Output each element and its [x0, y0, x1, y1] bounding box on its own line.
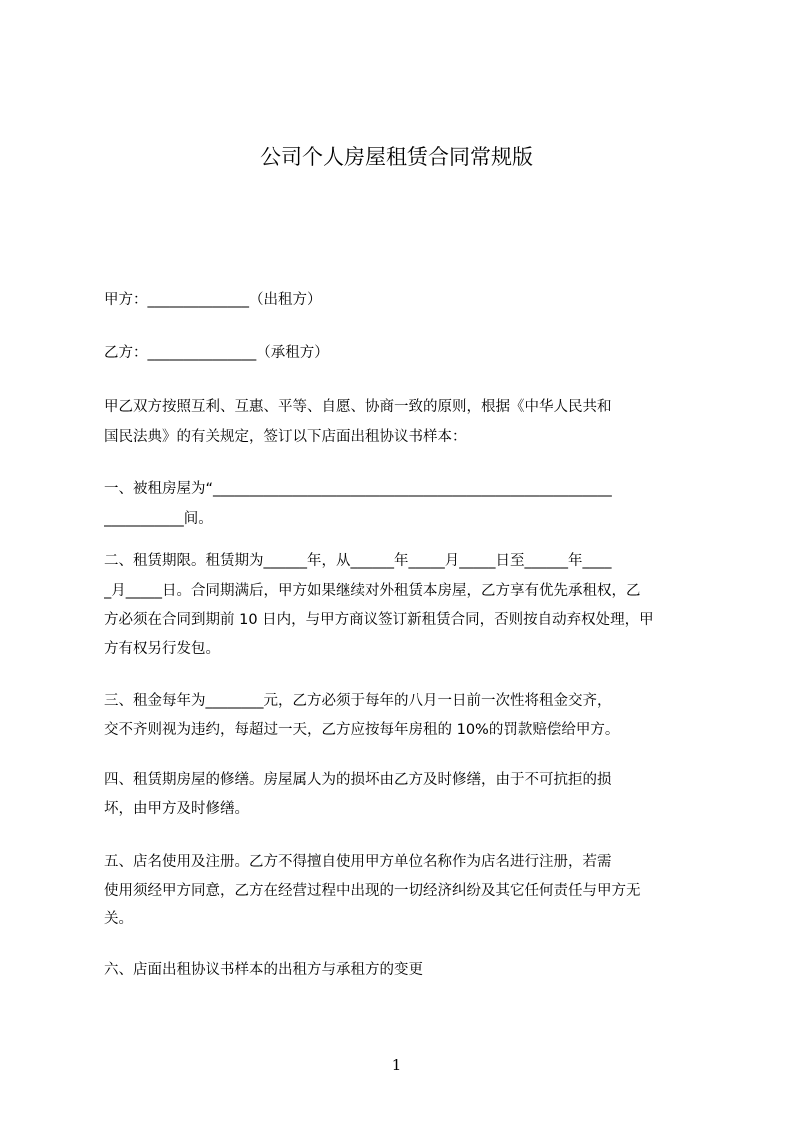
- clause-2-line-3: 方必须在合同到期前 10 日内，与甲方商议签订新租赁合同，否则按自动弃权处理，甲: [104, 612, 654, 628]
- clause-4-line-1: 四、租赁期房屋的修缮。房屋属人为的损坏由乙方及时修缮，由于不可抗拒的损: [104, 772, 612, 788]
- clause-1-line-1: 一、被租房屋为“_______________________________________________________: [104, 481, 612, 497]
- clause-2-line-2: _月_____日。合同期满后，甲方如果继续对外租赁本房屋，乙方享有优先承租权，乙: [104, 583, 641, 599]
- clause-2-line-4: 方有权另行发包。: [104, 641, 220, 657]
- clause-6-line-1: 六、店面出租协议书样本的出租方与承租方的变更: [104, 962, 423, 978]
- preamble-line-1: 甲乙双方按照互利、互惠、平等、自愿、协商一致的原则，根据《中华人民共和: [104, 399, 612, 415]
- clause-3-line-2: 交不齐则视为违约，每超过一天，乙方应按每年房租的 10%的罚款赔偿给甲方。: [104, 722, 620, 738]
- preamble-line-2: 国民法典》的有关规定，签订以下店面出租协议书样本：: [104, 429, 467, 445]
- party-a-line: 甲方：______________（出租方）: [104, 292, 322, 308]
- party-b-line: 乙方：_______________（承租方）: [104, 345, 329, 361]
- document-title: 公司个人房屋租赁合同常规版: [260, 145, 533, 169]
- clause-5-line-2: 使用须经甲方同意，乙方在经营过程中出现的一切经济纠纷及其它任何责任与甲方无: [104, 883, 641, 899]
- clause-4-line-2: 坏，由甲方及时修缮。: [104, 801, 249, 817]
- clause-2-line-1: 二、租赁期限。租赁期为______年，从______年_____月_____日至______年____: [104, 553, 612, 569]
- clause-3-line-1: 三、租金每年为________元，乙方必须于每年的八月一日前一次性将租金交齐，: [104, 693, 612, 709]
- clause-5-line-3: 关。: [104, 911, 133, 927]
- page-number: 1: [391, 1056, 402, 1074]
- clause-5-line-1: 五、店名使用及注册。乙方不得擅自使用甲方单位名称作为店名进行注册，若需: [104, 854, 612, 870]
- clause-1-line-2: ___________间。: [104, 511, 213, 527]
